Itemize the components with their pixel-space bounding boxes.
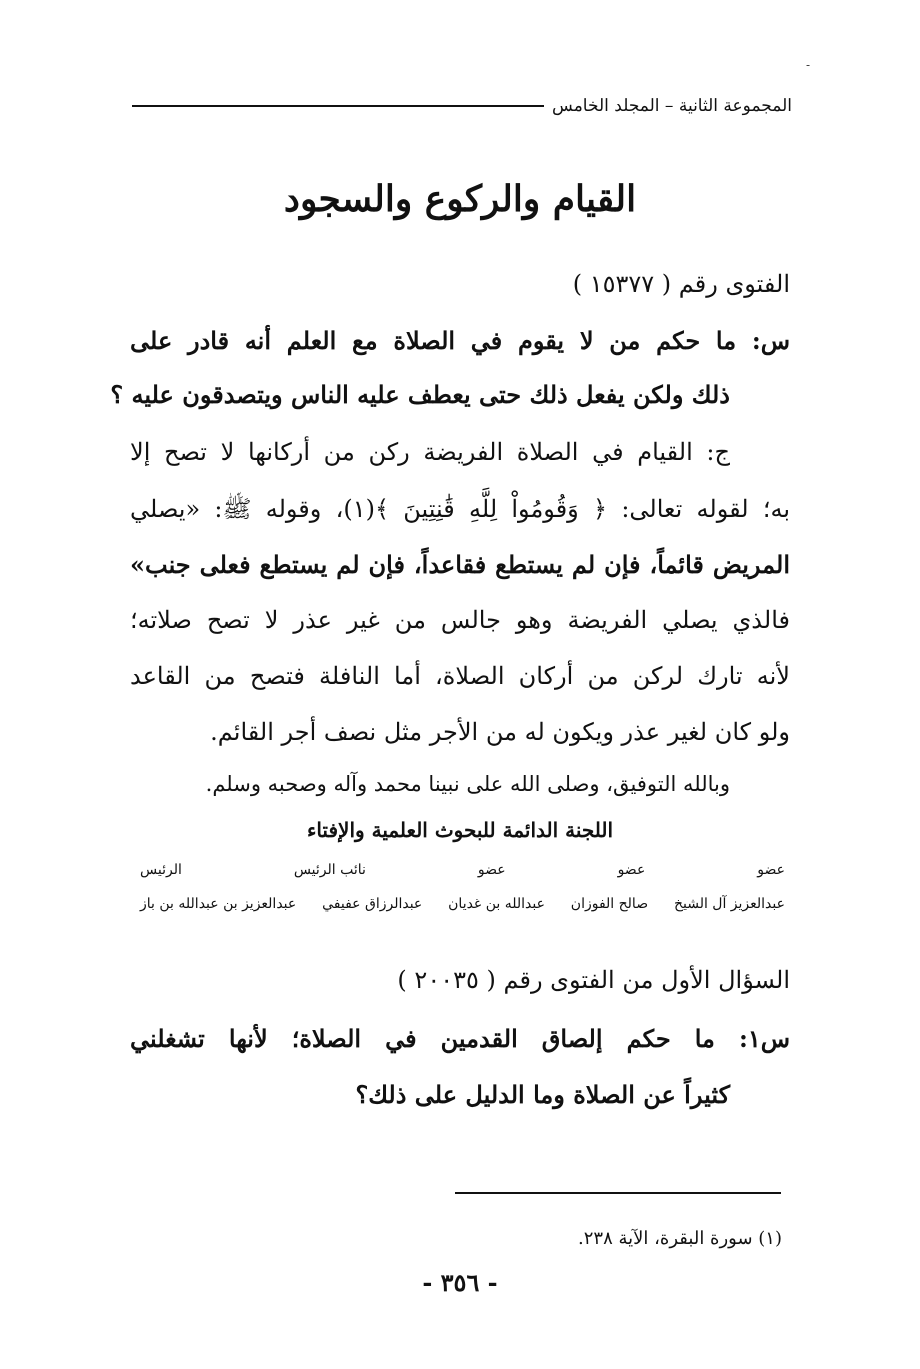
answer-line-4: فالذي يصلي الفريضة وهو جالس من غير عذر لا تصح صلاته؛: [130, 606, 790, 634]
role-member: عضو: [617, 862, 646, 878]
footnote: (١) سورة البقرة، الآية ٢٣٨.: [578, 1228, 782, 1249]
question-2-line-2: كثيراً عن الصلاة وما الدليل على ذلك؟: [355, 1080, 730, 1109]
committee-names: [140, 896, 785, 912]
answer-line-6: ولو كان لغير عذر ويكون له من الأجر مثل نصف أجر القائم.: [210, 718, 790, 746]
member-name: عبدالرزاق عفيفي: [322, 896, 423, 912]
corner-mark: -: [806, 58, 811, 72]
role-vice-president: نائب الرئيس: [293, 862, 366, 878]
committee-roles: [140, 862, 785, 878]
member-name: عبدالعزيز بن عبدالله بن باز: [140, 896, 297, 912]
chapter-title: القيام والركوع والسجود: [283, 178, 637, 220]
closing-line: وبالله التوفيق، وصلى الله على نبينا محمد وآله وصحبه وسلم.: [205, 772, 730, 796]
question-line-1: س: ما حكم من لا يقوم في الصلاة مع العلم أنه قادر على: [130, 326, 790, 355]
member-name: عبدالعزيز آل الشيخ: [673, 896, 785, 912]
answer-line-3: المريض قائماً، فإن لم يستطع فقاعداً، فإن لم يستطع فعلى جنب»: [130, 550, 790, 579]
member-name: عبدالله بن غديان: [448, 896, 545, 912]
running-header: [132, 96, 792, 116]
answer-line-5: لأنه تارك لركن من أركان الصلاة، أما النافلة فتصح من القاعد: [130, 662, 790, 690]
answer-line-2: به؛ لقوله تعالى: ﴿ وَقُومُواْ لِلَّهِ قَٰنِتِينَ ﴾(١)، وقوله ﷺ: «يصلي: [130, 495, 791, 523]
answer-line-1: ج: القيام في الصلاة الفريضة ركن من أركانها لا تصح إلا: [130, 438, 730, 466]
fatwa-number: الفتوى رقم ( ١٥٣٧٧ ): [572, 270, 790, 298]
committee-title: اللجنة الدائمة للبحوث العلمية والإفتاء: [306, 818, 614, 842]
footnote-rule: [455, 1192, 781, 1194]
fatwa-number-2: السؤال الأول من الفتوى رقم ( ٢٠٠٣٥ ): [397, 966, 790, 994]
role-president: الرئيس: [140, 862, 182, 878]
role-member: عضو: [477, 862, 506, 878]
member-name: صالح الفوزان: [570, 896, 649, 912]
role-member: عضو: [757, 862, 785, 878]
header-text: المجموعة الثانية – المجلد الخامس: [552, 96, 792, 116]
question-line-2: ذلك ولكن يفعل ذلك حتى يعطف عليه الناس ويتصدقون عليه ؟: [110, 380, 730, 409]
header-rule: [132, 105, 544, 107]
page-number: - ٣٥٦ -: [422, 1268, 498, 1297]
question-2-line-1: س١: ما حكم إلصاق القدمين في الصلاة؛ لأنها تشغلني: [130, 1024, 790, 1053]
